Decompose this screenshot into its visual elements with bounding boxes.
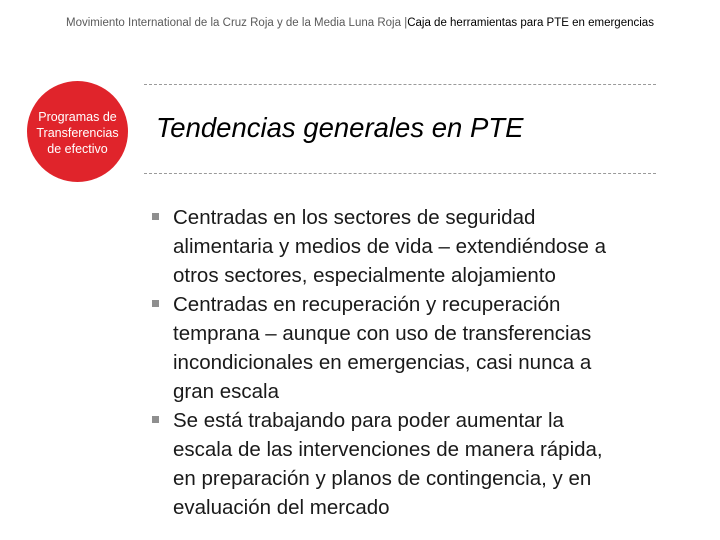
bullet-line: incondicionales en emergencias, casi nunca a xyxy=(173,351,592,374)
square-bullet-icon xyxy=(152,213,159,220)
section-badge-text xyxy=(36,107,118,157)
section-badge xyxy=(27,81,128,182)
bullet-line: en preparación y planos de contingencia, y en xyxy=(173,467,592,490)
bullet-item xyxy=(152,406,692,522)
bullet-line: Centradas en los sectores de seguridad xyxy=(173,206,536,229)
bullet-line: escala de las intervenciones de manera rápida, xyxy=(173,438,603,461)
badge-line: Transferencias xyxy=(36,125,119,140)
bullet-line: temprana – aunque con uso de transferencias xyxy=(173,322,592,345)
bullet-line: alimentaria y medios de vida – extendiéndose a xyxy=(173,235,607,258)
bullet-line: evaluación del mercado xyxy=(173,496,390,519)
badge-line: de efectivo xyxy=(47,141,108,156)
bullet-line: Se está trabajando para poder aumentar la xyxy=(173,409,564,432)
badge-line: Programas de xyxy=(38,109,117,124)
bullet-item xyxy=(152,203,692,290)
page-header xyxy=(0,15,720,31)
square-bullet-icon xyxy=(152,300,159,307)
bullet-line: gran escala xyxy=(173,380,279,403)
square-bullet-icon xyxy=(152,416,159,423)
bullet-line: Centradas en recuperación y recuperación xyxy=(173,293,561,316)
title-bottom-divider xyxy=(144,173,656,174)
bullet-line: otros sectores, especialmente alojamiento xyxy=(173,264,556,287)
slide-title: Tendencias generales en PTE xyxy=(156,112,524,143)
header-separator: | xyxy=(404,17,408,29)
bullet-item xyxy=(152,290,692,406)
title-top-divider xyxy=(144,84,656,85)
header-toolkit-title: Caja de herramientas para PTE en emergencias xyxy=(407,17,654,29)
bullet-list xyxy=(152,203,692,522)
header-organization: Movimiento International de la Cruz Roja y de la Media Luna Roja xyxy=(66,17,401,29)
